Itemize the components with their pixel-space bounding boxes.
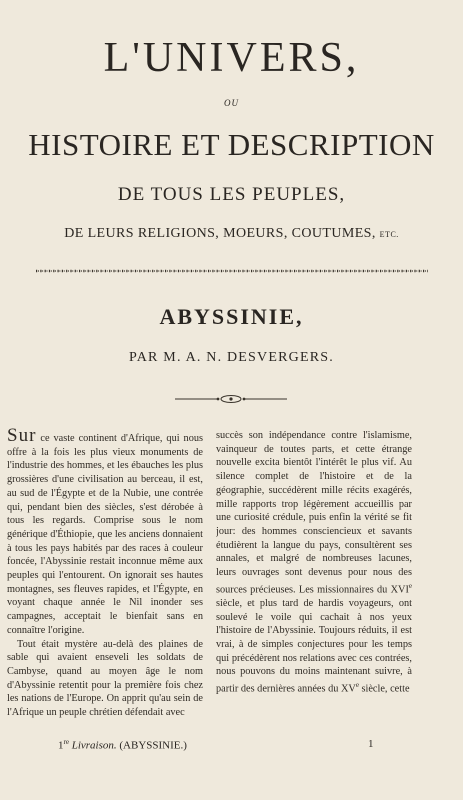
signature-superscript: re <box>63 738 69 746</box>
paragraph-text: ce vaste continent d'Afrique, qui nous offre à la fois les plus vieux monuments de l'industrie des hommes, et les ébauches les plus grossières d'une civilisation au berceau, il est, au sud de l'Égypte et de la Nubie, une contrée qui, pendant bien des siècles, s'est dérobée à tous les regards. Comprise sous le nom générique d'Éthiopie, que les anciens donnaient à tous les pays habités par des races à couleur foncée, l'Abyssinie restait inconnue même aux peuples qui l'entourent. On ignorait ses hautes montagnes, ses fleuves rapides, et l'Égypte, en voyant chaque année le Nil inonder ses campagnes, acceptait le bienfait sans en connaître l'origine. <box>7 433 203 636</box>
signature-number: 1 <box>58 739 64 752</box>
subtitle-line3-text: DE LEURS RELIGIONS, MOEURS, COUTUMES, <box>64 226 376 241</box>
signature-section: (ABYSSINIE.) <box>119 739 187 752</box>
paragraph-text: siècle, et plus tard de hardis voyageurs, ont soulevé le voile qui cachait à nos yeux l'histoire de l'Abyssinie. Toujours réduits, il est vrai, à de simples conjectures pour les temps qui précédèrent nos relations avec ces contrées, nous pouvons du moins maintenant suivre, à partir des dernières années du XV <box>216 597 412 695</box>
paragraph <box>7 425 203 638</box>
paragraph-text: Tout était mystère au-delà des plaines de sable qui avaient enseveli les soldats de Cambyse, quand au moyen âge le nom d'Abyssinie retentit pour la première fois chez les nations de l'Europe. On apprit qu'au sein de l'Afrique un peuple chrétien défendait avec <box>7 638 203 719</box>
printer-signature <box>58 738 187 752</box>
book-title: L'UNIVERS, <box>103 35 360 81</box>
paragraph-text: siècle, cette <box>358 683 410 695</box>
decorative-rule <box>36 268 428 274</box>
paragraph <box>216 429 412 696</box>
subtitle-etc: ETC. <box>379 230 399 239</box>
page-number: 1 <box>368 738 374 750</box>
section-title: ABYSSINIE, <box>159 304 304 329</box>
book-subtitle-line2: DE TOUS LES PEUPLES, <box>117 184 346 205</box>
author-byline: PAR M. A. N. DESVERGERS. <box>129 350 334 365</box>
page-footer <box>0 738 463 758</box>
drop-cap: Sur <box>7 425 37 446</box>
paragraph <box>7 638 203 720</box>
signature-word: Livraison. <box>71 739 117 752</box>
book-subtitle-line3 <box>0 226 463 242</box>
text-column-right <box>216 429 412 696</box>
superscript: e <box>408 581 412 590</box>
ornament-divider <box>171 392 291 406</box>
superscript: e <box>355 681 359 690</box>
title-connector: OU <box>224 98 239 108</box>
text-column-left <box>7 425 203 720</box>
book-subtitle: HISTOIRE ET DESCRIPTION <box>28 127 435 162</box>
paragraph-text: succès son indépendance contre l'islamisme, vainqueur de toutes parts, et cette étrange nouvelle excita bientôt l'intérêt le plus vif. Au silence complet de l'histoire et de la géographie, succédèrent mille récits exagérés, mille rapports trop légèrement accueillis par une curiosité crédule, puis enfin la vérité se fit jour: des hommes consciencieux et savants étudièrent la langue du pays, consultèrent ses annales, et malgré de nombreuses lacunes, leurs ouvrages sont devenus pour nous des sources précieuses. Les missionnaires du XVI <box>216 430 412 596</box>
